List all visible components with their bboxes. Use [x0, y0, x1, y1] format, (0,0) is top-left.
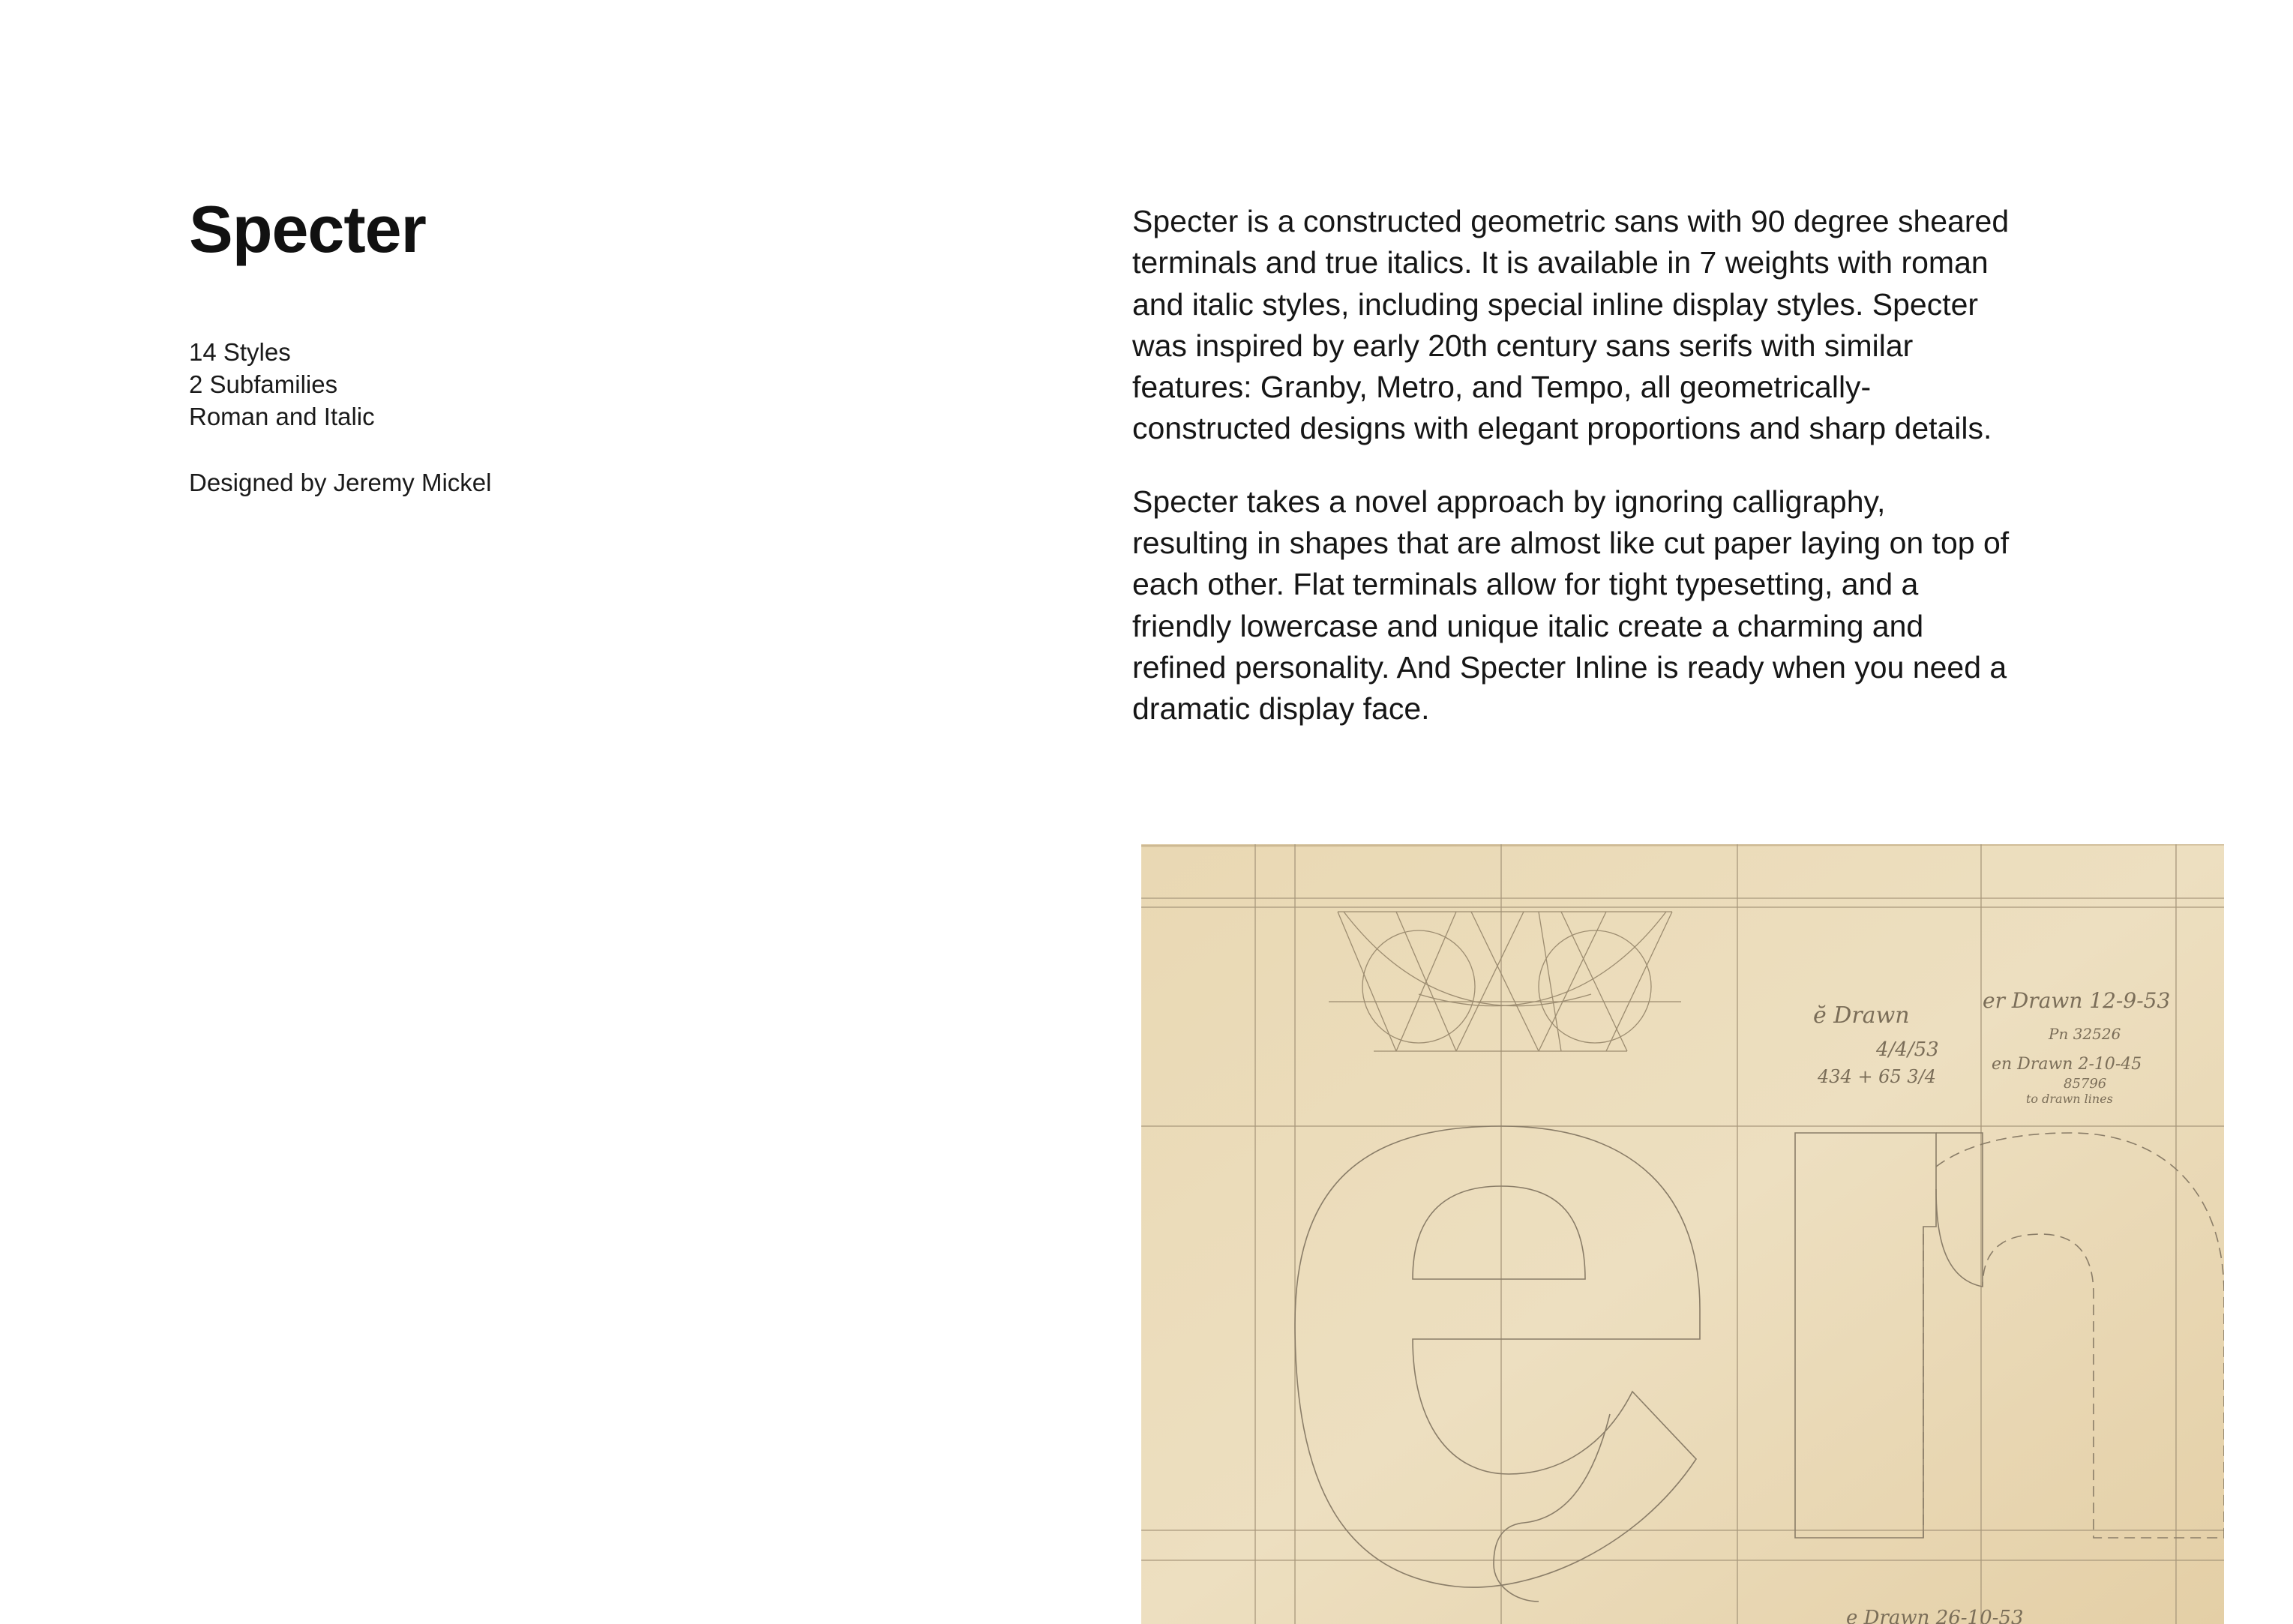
typeface-meta: [189, 336, 864, 433]
subfamilies-count: 2 Subfamilies: [189, 370, 338, 398]
page-title: Specter: [189, 192, 426, 266]
svg-text:4/4/53: 4/4/53: [1876, 1038, 1939, 1061]
description: [1132, 201, 2010, 730]
paper-sheet: [1141, 844, 2224, 1624]
designer-credit: Designed by Jeremy Mickel: [189, 469, 492, 496]
svg-text:ĕ Drawn: ĕ Drawn: [1813, 1002, 1910, 1029]
variants: Roman and Italic: [189, 403, 375, 430]
svg-text:er Drawn 12-9-53: er Drawn 12-9-53: [1983, 988, 2171, 1013]
svg-text:85796: 85796: [2064, 1076, 2107, 1092]
description-paragraph: Specter takes a novel approach by ignoring calligraphy, resulting in shapes that are almost like cut paper laying on top of each other. Flat terminals allow for tight typesetting, and a friendly lowercase and unique italic create a charming and refined personality. And Specter Inline is ready when you need a dramatic display face.: [1132, 484, 2010, 727]
svg-text:to drawn lines: to drawn lines: [2026, 1092, 2113, 1106]
svg-text:434 + 65 3/4: 434 + 65 3/4: [1818, 1066, 1936, 1087]
svg-text:Pn 32526: Pn 32526: [2049, 1025, 2121, 1043]
styles-count: 14 Styles: [189, 338, 291, 366]
svg-text:e Drawn 26-10-53: e Drawn 26-10-53: [1846, 1607, 2024, 1624]
description-paragraph: Specter is a constructed geometric sans with 90 degree sheared terminals and true italics. It is available in 7 weights with roman and italic styles, including special inline display styles. Specter was inspired by early 20th century sans serifs with similar features: Granby, Metro, and Tempo, all geometrically-constructed designs with elegant proportions and sharp details.: [1132, 204, 2010, 446]
specimen-drawing-image: [1141, 844, 2224, 1624]
typeface-info: [189, 192, 864, 499]
specimen-drawing: [1141, 844, 2224, 1624]
svg-text:en Drawn 2-10-45: en Drawn 2-10-45: [1992, 1055, 2142, 1074]
